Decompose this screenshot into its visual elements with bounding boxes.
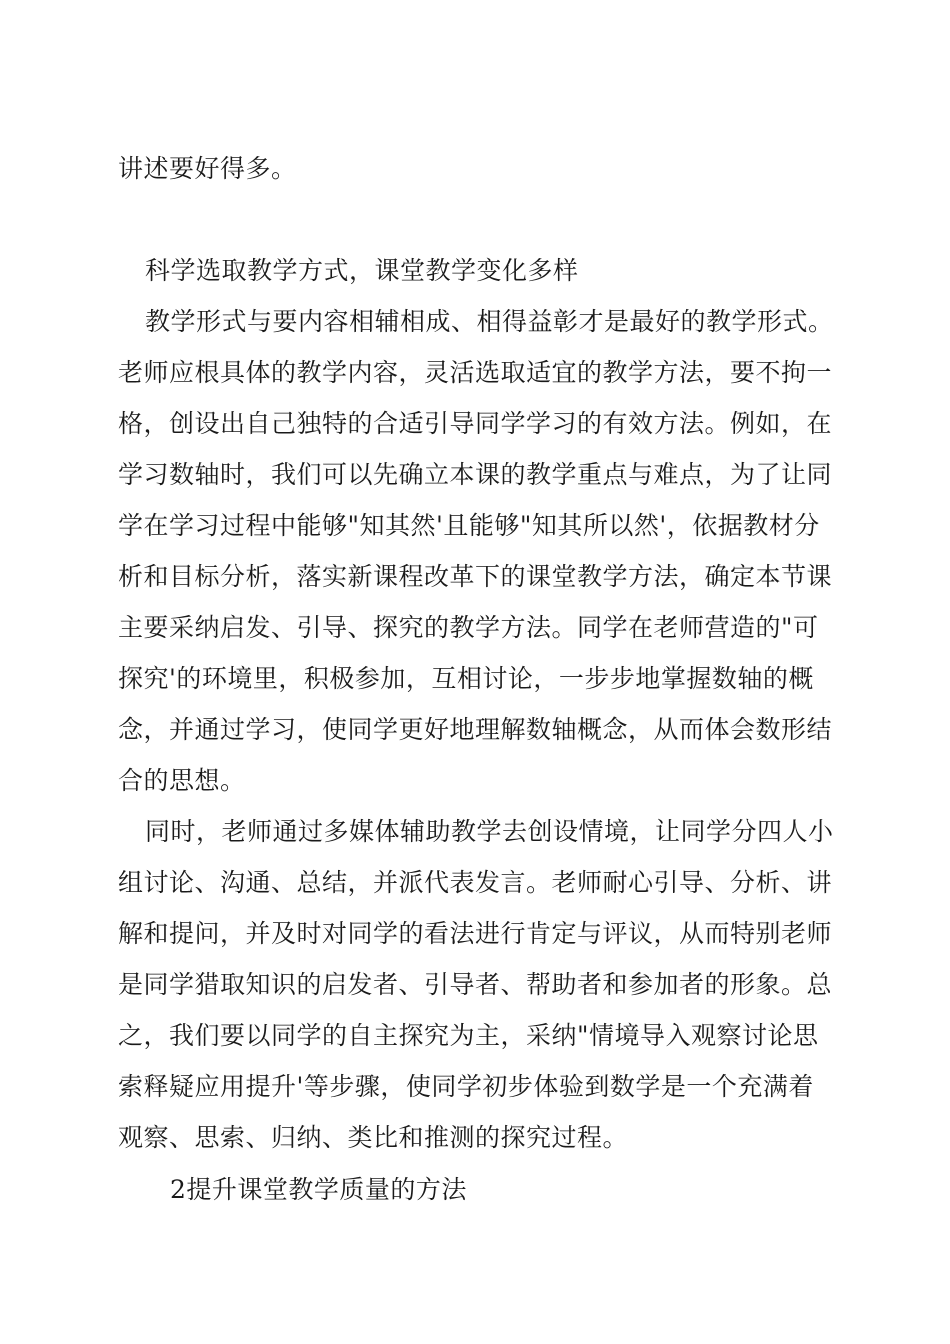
text-line: 主要采纳启发、引导、探究的教学方法。同学在老师营造的"可 [118,613,819,642]
text-line: 观察、思索、归纳、类比和推测的探究过程。 [118,1123,629,1152]
text-line: 解和提问，并及时对同学的看法进行肯定与评议，从而特别老师 [118,919,833,948]
text-line: 格，创设出自己独特的合适引导同学学习的有效方法。例如，在 [118,409,833,438]
text-line: 探究'的环境里，积极参加，互相讨论，一步步地掌握数轴的概 [118,664,814,693]
text-line: 析和目标分析，落实新课程改革下的课堂教学方法，确定本节课 [118,562,833,591]
text-line: 讲述要好得多。 [118,154,297,183]
text-line: 教学形式与要内容相辅相成、相得益彰才是最好的教学形式。 [145,307,834,336]
text-line: 索释疑应用提升'等步骤，使同学初步体验到数学是一个充满着 [118,1072,814,1101]
text-line: 老师应根具体的教学内容，灵活选取适宜的教学方法，要不拘一 [118,358,833,387]
text-line: 念，并通过学习，使同学更好地理解数轴概念，从而体会数形结 [118,715,833,744]
text-line: 之，我们要以同学的自主探究为主，采纳"情境导入观察讨论思 [118,1021,819,1050]
text-line: 同时，老师通过多媒体辅助教学去创设情境，让同学分四人小 [145,817,834,846]
text-line: 学在学习过程中能够"知其然'且能够"知其所以然'，依据教材分 [118,511,820,540]
text-line: 是同学猎取知识的启发者、引导者、帮助者和参加者的形象。总 [118,970,833,999]
text-line: 合的思想。 [118,766,246,795]
section-heading: 2提升课堂教学质量的方法 [170,1175,467,1204]
text-line: 学习数轴时，我们可以先确立本课的教学重点与难点，为了让同 [118,460,833,489]
section-heading: 科学选取教学方式，课堂教学变化多样 [145,256,579,285]
text-line: 组讨论、沟通、总结，并派代表发言。老师耐心引导、分析、讲 [118,868,833,897]
